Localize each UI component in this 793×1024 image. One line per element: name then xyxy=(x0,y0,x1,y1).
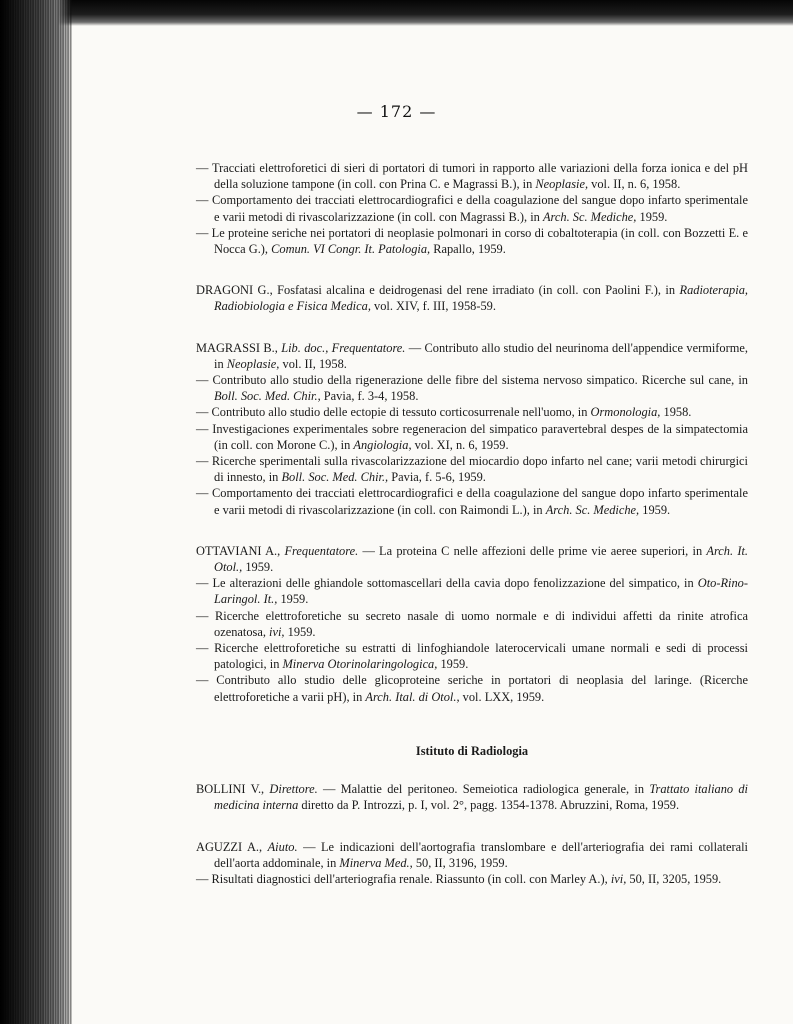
italic-text: ivi, xyxy=(610,871,627,886)
entry-text: vol. II, n. 6, 1958. xyxy=(588,177,681,192)
entry-text: 1959. xyxy=(242,560,274,575)
entry-text: Pavia, f. 5-6, 1959. xyxy=(388,470,486,485)
italic-text: Boll. Soc. Med. Chir., xyxy=(281,470,389,485)
italic-text: Angiologia, xyxy=(353,437,412,452)
entry-text: vol. XI, n. 6, 1959. xyxy=(411,437,509,452)
entry-text: 50, II, 3205, 1959. xyxy=(626,871,722,886)
italic-text: Boll. Soc. Med. Chir., xyxy=(214,389,321,404)
publication-entry xyxy=(196,372,748,404)
entry-text: diretto da P. Introzzi, p. I, vol. 2°, pagg. 1354-1378. Abruzzini, Roma, 1959. xyxy=(298,798,680,813)
entry-text: AGUZZI A., xyxy=(196,839,268,854)
entry-text: 1959. xyxy=(277,592,309,607)
italic-text: Arch. Sc. Mediche, xyxy=(545,502,640,517)
italic-text: Trattato italiano di medicina interna xyxy=(214,782,748,813)
entry-text: — Malattie del peritoneo. Semeiotica radiologica generale, in xyxy=(317,782,650,797)
italic-text: Neoplasie, xyxy=(535,177,589,192)
italic-text: Arch. Ital. di Otol., xyxy=(365,689,460,704)
entry-text: — Le alterazioni delle ghiandole sottomascellari della cavia dopo fenolizzazione del simpatico, in xyxy=(196,576,698,591)
scan-shadow-left xyxy=(0,0,72,1024)
entry-text: — Le indicazioni dell'aortografia translombare e dell'arteriografia dei rami collaterali dell'aorta addominale, in xyxy=(214,839,748,870)
italic-text: Minerva Otorinolaringologica, xyxy=(282,657,438,672)
italic-text: Frequentatore. xyxy=(284,543,359,558)
italic-text: ivi, xyxy=(269,624,285,639)
publication-entry xyxy=(196,421,748,453)
entry-text: 1959. xyxy=(639,502,671,517)
author-entry xyxy=(196,282,748,314)
publication-entry xyxy=(196,453,748,485)
entry-text: BOLLINI V., xyxy=(196,782,270,797)
publication-entry xyxy=(196,640,748,672)
italic-text: Direttore. xyxy=(269,782,318,797)
italic-text: Arch. It. Otol., xyxy=(214,543,748,575)
publication-entry xyxy=(196,225,748,257)
italic-text: Lib. doc., Frequentatore. xyxy=(281,340,406,355)
entry-text: — Investigaciones experimentales sobre regeneracion del simpatico paravertebral despes de la simpatectomia (in coll. con Morone C.), in xyxy=(196,421,748,452)
entry-text: 1959. xyxy=(437,657,469,672)
entry-text: Rapallo, 1959. xyxy=(430,242,506,257)
publication-entry xyxy=(196,192,748,224)
italic-text: Comun. VI Congr. It. Patologia, xyxy=(271,242,431,257)
entry-text: — Ricerche sperimentali sulla rivascolarizzazione del miocardio dopo infarto nel cane; varii metodi chirurgici di innesto, in xyxy=(196,454,748,485)
entry-text: — La proteina C nelle affezioni delle prime vie aeree superiori, in xyxy=(358,543,707,558)
entry-text: — Contributo allo studio del neurinoma dell'appendice vermiforme, in xyxy=(214,340,748,371)
entry-text: — Le proteine seriche nei portatori di neoplasie polmonari in corso di cobaltoterapia (in coll. con Bozzetti E. e Nocca G.), xyxy=(196,225,748,257)
entry-text: — Comportamento dei tracciati elettrocardiografici e della coagulazione del sangue dopo infarto sperimentale e varii metodi di rivascolarizzazione (in coll. con Magrassi B.), in xyxy=(196,193,748,224)
entry-text: — Contributo allo studio delle glicoproteine seriche in portatori di neoplasia del laringe. (Ricerche elettroforetiche a varii pH), in xyxy=(196,673,748,704)
entry-text: vol. XIV, f. III, 1958-59. xyxy=(370,299,496,314)
entry-text: — Tracciati elettroforetici di sieri di portatori di tumori in rapporto alle variazioni della forza ionica e del pH della soluzione tampone (in coll. con Prina C. e Magrassi B.), in xyxy=(196,161,748,192)
author-entry xyxy=(196,839,748,871)
entry-text: — Contributo allo studio della rigenerazione delle fibre del sistema nervoso simpatico. Ricerche sul cane, in xyxy=(196,373,748,388)
section-title: Istituto di Radiologia xyxy=(415,743,529,758)
publication-entry xyxy=(196,160,748,192)
italic-text: Neoplasie, xyxy=(226,356,280,371)
page-number: — 172 — xyxy=(356,102,437,121)
author-entry xyxy=(196,340,748,372)
entry-text: MAGRASSI B., xyxy=(196,340,282,355)
entry-text: — Contributo allo studio delle ectopie di tessuto corticosurrenale nell'uomo, in xyxy=(196,405,591,420)
author-entry xyxy=(196,543,748,575)
entry-text: — Ricerche elettroforetiche su estratti di linfoghiandole laterocervicali umane normali e sedi di processi patologici, in xyxy=(196,641,748,672)
entry-text: vol. II, 1958. xyxy=(279,356,347,371)
italic-text: Aiuto. xyxy=(267,839,298,854)
italic-text: Oto-Rino-Laringol. It., xyxy=(214,576,748,607)
publication-entry xyxy=(196,485,748,517)
entry-text: vol. LXX, 1959. xyxy=(459,689,545,704)
entry-text: DRAGONI G., Fosfatasi alcalina e deidrogenasi del rene irradiato (in coll. con Paolini F.), in xyxy=(196,283,680,298)
entry-text: 50, II, 3196, 1959. xyxy=(412,855,508,870)
scan-shadow-top xyxy=(0,0,793,26)
italic-text: Ormonologia, xyxy=(590,405,661,420)
entry-text: — Ricerche elettroforetiche su secreto nasale di uomo normale e di individui affetti da rinite atrofica ozenatosa, xyxy=(196,608,748,639)
entry-text: 1959. xyxy=(284,624,316,639)
entry-text: Pavia, f. 3-4, 1958. xyxy=(320,389,419,404)
italic-text: Radioterapia, Radiobiologia e Fisica Medica, xyxy=(214,283,748,314)
publication-entry xyxy=(196,871,748,887)
bibliography-list xyxy=(196,160,748,887)
italic-text: Arch. Sc. Mediche, xyxy=(542,209,637,224)
italic-text: Minerva Med., xyxy=(339,855,413,870)
publication-entry xyxy=(196,608,748,640)
entry-text: — Comportamento dei tracciati elettrocardiografici e della coagulazione del sangue dopo infarto sperimentale e varii metodi di rivascolarizzazione (in coll. con Raimondi L.), in xyxy=(196,486,748,517)
publication-entry xyxy=(196,575,748,607)
author-entry xyxy=(196,781,748,813)
entry-text: — Risultati diagnostici dell'arteriografia renale. Riassunto (in coll. con Marley A.), xyxy=(196,871,611,886)
entry-text: 1959. xyxy=(636,209,668,224)
publication-entry xyxy=(196,404,748,420)
entry-text: OTTAVIANI A., xyxy=(196,543,285,558)
entry-text: 1958. xyxy=(660,405,692,420)
publication-entry xyxy=(196,672,748,704)
